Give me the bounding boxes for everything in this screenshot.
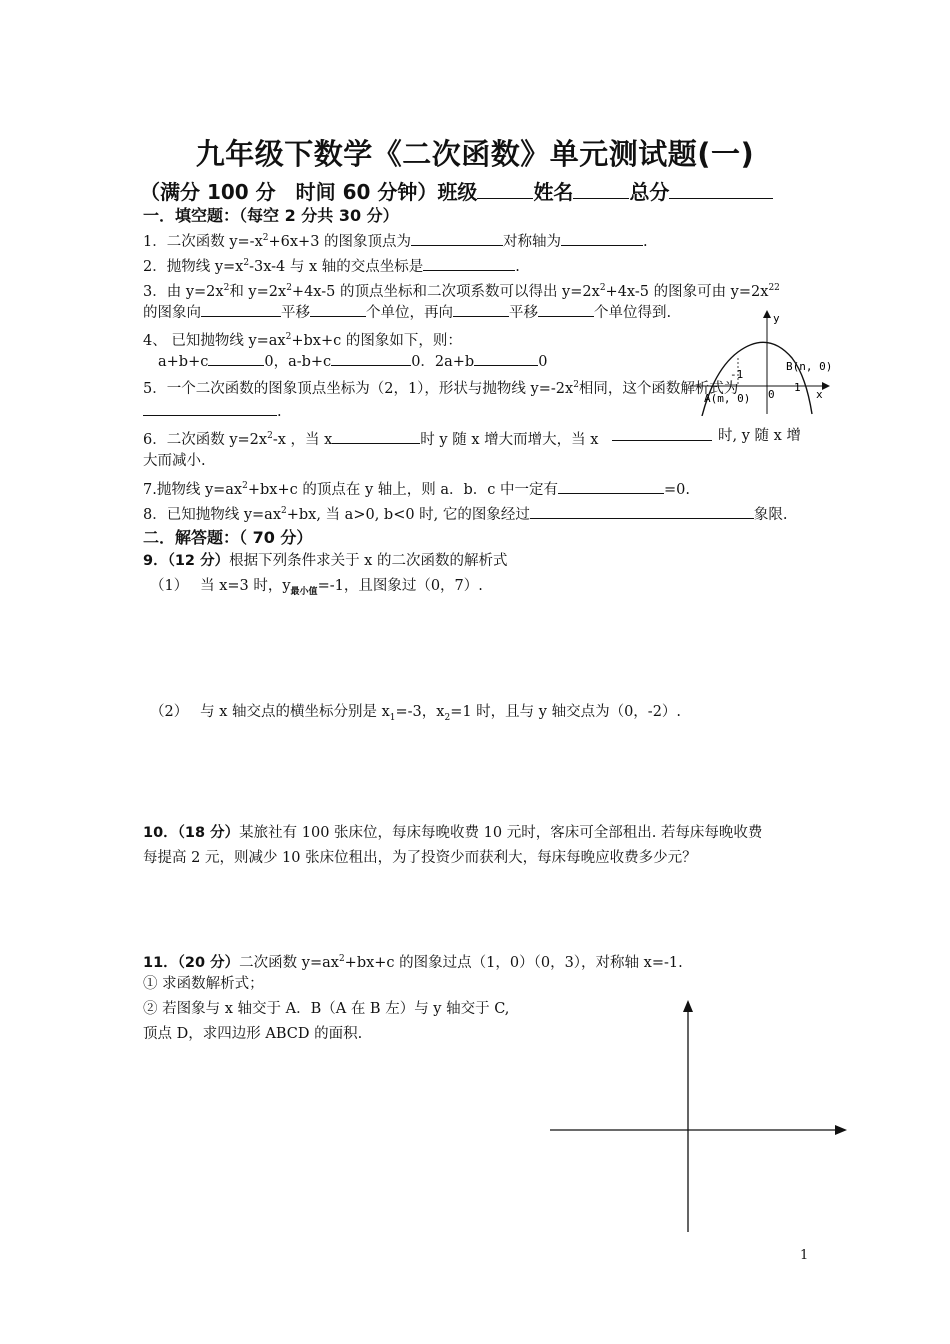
section-2-heading: 二．解答题：（ 70 分） [143,528,313,547]
q1-axis-blank[interactable] [561,231,643,246]
score-blank[interactable] [669,179,773,199]
question-5-answer-line: . [143,401,282,422]
page-title: 九年级下数学《二次函数》单元测试题(一) [195,137,755,171]
question-6-blank-2-wrap [612,426,712,447]
q4-origin-label: 0 [768,388,775,401]
q11-x-arrow-icon [835,1125,847,1135]
q4-blank-3[interactable] [474,351,538,366]
q3-units1-blank[interactable] [310,302,366,317]
question-10-line-2: 每提高 2 元，则减少 10 张床位租出，为了投资少而获利大，每床每晚应收费多少元？ [143,850,697,866]
question-5: 5．一个二次函数的图象顶点坐标为（2，1），形状与抛物线 $y=-2x^2$相同，这个函数解析式为 [143,380,739,397]
q6-increasing-blank[interactable] [332,429,420,444]
q4-minus-one-label: -1 [730,368,744,381]
name-label: 姓名 [533,180,574,204]
q3-direction1-blank[interactable] [201,302,281,317]
question-6-line-2: 大而减小. [143,453,206,469]
question-1: 1．二次函数 $y=-x^2+6x+3$ 的图象顶点为 对称轴为 . [143,228,648,252]
score-label: 总分 [629,180,670,204]
q6-decreasing-blank[interactable] [612,426,712,441]
q3-direction2-blank[interactable] [453,302,509,317]
class-blank[interactable] [477,179,533,199]
question-11-part-2: ② 若图象与 x 轴交于 A．B（A 在 B 左）与 y 轴交于 C, [143,1001,510,1017]
q4-x-arrow-icon [822,382,830,390]
q3-units2-blank[interactable] [538,302,594,317]
question-9-part-1: （1） 当 x=3 时，$y_{最小值}=-1$，且图象过（0，7）. [150,578,483,597]
name-blank[interactable] [573,179,629,199]
q11-coordinate-axes [548,998,850,1234]
q7-blank[interactable] [558,479,664,494]
q8-quadrant-blank[interactable] [530,504,754,519]
question-11-part-2-cont: 顶点 D，求四边形 ABCD 的面积. [143,1026,363,1042]
question-4-conditions: a+b+c 0，a-b+c 0．2a+b 0 [158,351,547,372]
class-label: 班级 [437,180,478,204]
page-number: 1 [800,1248,809,1263]
q11-y-arrow-icon [683,1000,693,1012]
q5-expression-blank[interactable] [143,401,277,416]
question-2: 2．抛物线 $y=x^2-3x-4$ 与 x 轴的交点坐标是 . [143,253,520,277]
q4-blank-2[interactable] [331,351,411,366]
q4-y-label: y [773,312,780,325]
question-8: 8．已知抛物线 $y=ax^2+bx$, 当 a>0, b<0 时, 它的图象经过 象限. [143,501,788,525]
question-3-line-2: 的图象向 平移 个单位，再向 平移 个单位得到. [143,302,671,323]
question-11-part-1: ① 求函数解析式； [143,976,264,992]
exam-info: （满分 100 分 时间 60 分钟） [140,180,438,204]
q4-point-b-label: B(n, 0) [786,360,833,373]
question-11-heading: 11．（20 分）二次函数 $y=ax^2+bx+c$ 的图象过点（1，0）（0，3），对称轴 x=-1. [143,954,683,971]
question-9-part-2: （2） 与 x 轴交点的横坐标分别是 $x_1=-3$，$x_2=1$ 时，且与 y 轴交点为（0，-2）. [150,704,682,723]
q4-y-arrow-icon [763,310,771,318]
q4-one-label: 1 [794,381,801,394]
question-9-heading: 9．（12 分）根据下列条件求关于 x 的二次函数的解析式 [143,553,508,569]
question-3-line-1: 3．由 $y=2x^2$和 $y=2x^2+4x-5$ 的顶点坐标和二次项系数可以得出 $y=2x^2+4x-5$ 的图象可由 $y=2x^{22}$ [143,283,780,300]
q4-blank-1[interactable] [208,351,264,366]
question-4: 4、 已知抛物线 $y=ax^2+bx+c$ 的图象如下，则： [143,332,462,349]
q4-x-label: x [816,388,823,401]
section-1-heading: 一．填空题：（每空 2 分共 30 分） [143,206,399,225]
q4-parabola-graph [688,308,838,416]
question-7: 7.抛物线 $y=ax^2+bx+c$ 的顶点在 y 轴上，则 a．b．c 中一定有 =0. [143,476,690,500]
q4-point-a-label: A(m, 0) [704,392,751,405]
question-6-tail: 时, y 随 x 增 [718,428,801,444]
question-6: 6．二次函数 $y=2x^2-x$ ，当 x 时 y 随 x 增大而增大，当 x [143,426,603,450]
subtitle [140,176,773,205]
question-10-line-1: 10．（18 分）某旅社有 100 张床位，每床每晚收费 10 元时，客床可全部租出. 若每床每晚收费 [143,825,763,841]
q1-vertex-blank[interactable] [411,231,503,246]
q2-intersection-blank[interactable] [423,256,515,271]
